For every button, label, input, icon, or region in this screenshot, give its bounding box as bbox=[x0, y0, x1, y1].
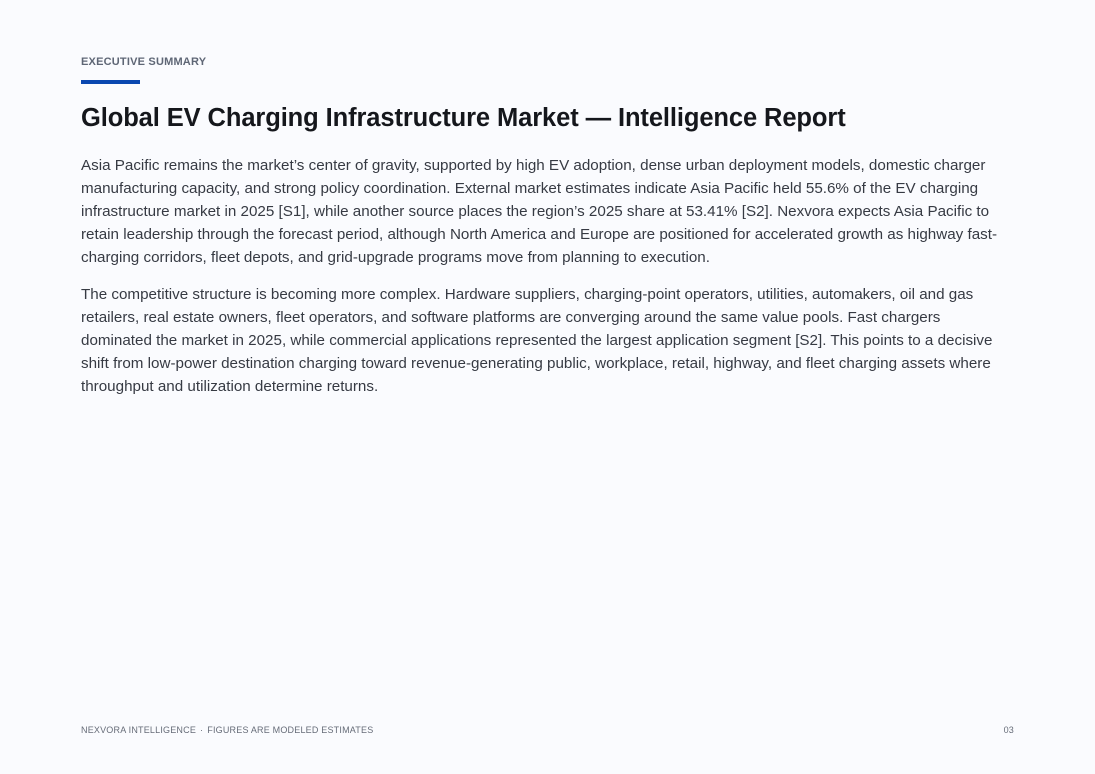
section-label: EXECUTIVE SUMMARY bbox=[81, 56, 207, 68]
summary-paragraph-2: The competitive structure is becoming more complex. Hardware suppliers, charging-point operators, utilities, automakers, oil and gas retailers, real estate owners, fleet operators, and software platforms are converging around the same value pools. Fast chargers dominated the market in 2025, while commercial applications represented the largest application segment [S2]. This points to a decisive shift from low-power destination charging toward revenue-generating public, workplace, retail, highway, and fleet charging assets where throughput and utilization determine returns. bbox=[81, 286, 993, 395]
page-number: 03 bbox=[1003, 725, 1014, 735]
accent-bar bbox=[81, 80, 140, 84]
footer-note: FIGURES ARE MODELED ESTIMATES bbox=[207, 725, 374, 735]
footer-credits bbox=[81, 725, 373, 735]
summary-body bbox=[81, 154, 1014, 412]
page-title: Global EV Charging Infrastructure Market — Intelligence Report bbox=[81, 104, 846, 132]
summary-paragraph-1: Asia Pacific remains the market’s center of gravity, supported by high EV adoption, dense urban deployment models, domestic charger manufacturing capacity, and strong policy coordination. External market estimates indicate Asia Pacific held 55.6% of the EV charging infrastructure market in 2025 [S1], while another source places the region’s 2025 share at 53.41% [S2]. Nexvora expects Asia Pacific to retain leadership through the forecast period, although North America and Europe are positioned for accelerated growth as highway fast-charging corridors, fleet depots, and grid-upgrade programs move from planning to execution. bbox=[81, 157, 998, 266]
footer-brand: NEXVORA INTELLIGENCE bbox=[81, 725, 197, 735]
footer-separator: · bbox=[200, 725, 204, 735]
report-page bbox=[81, 0, 1014, 774]
